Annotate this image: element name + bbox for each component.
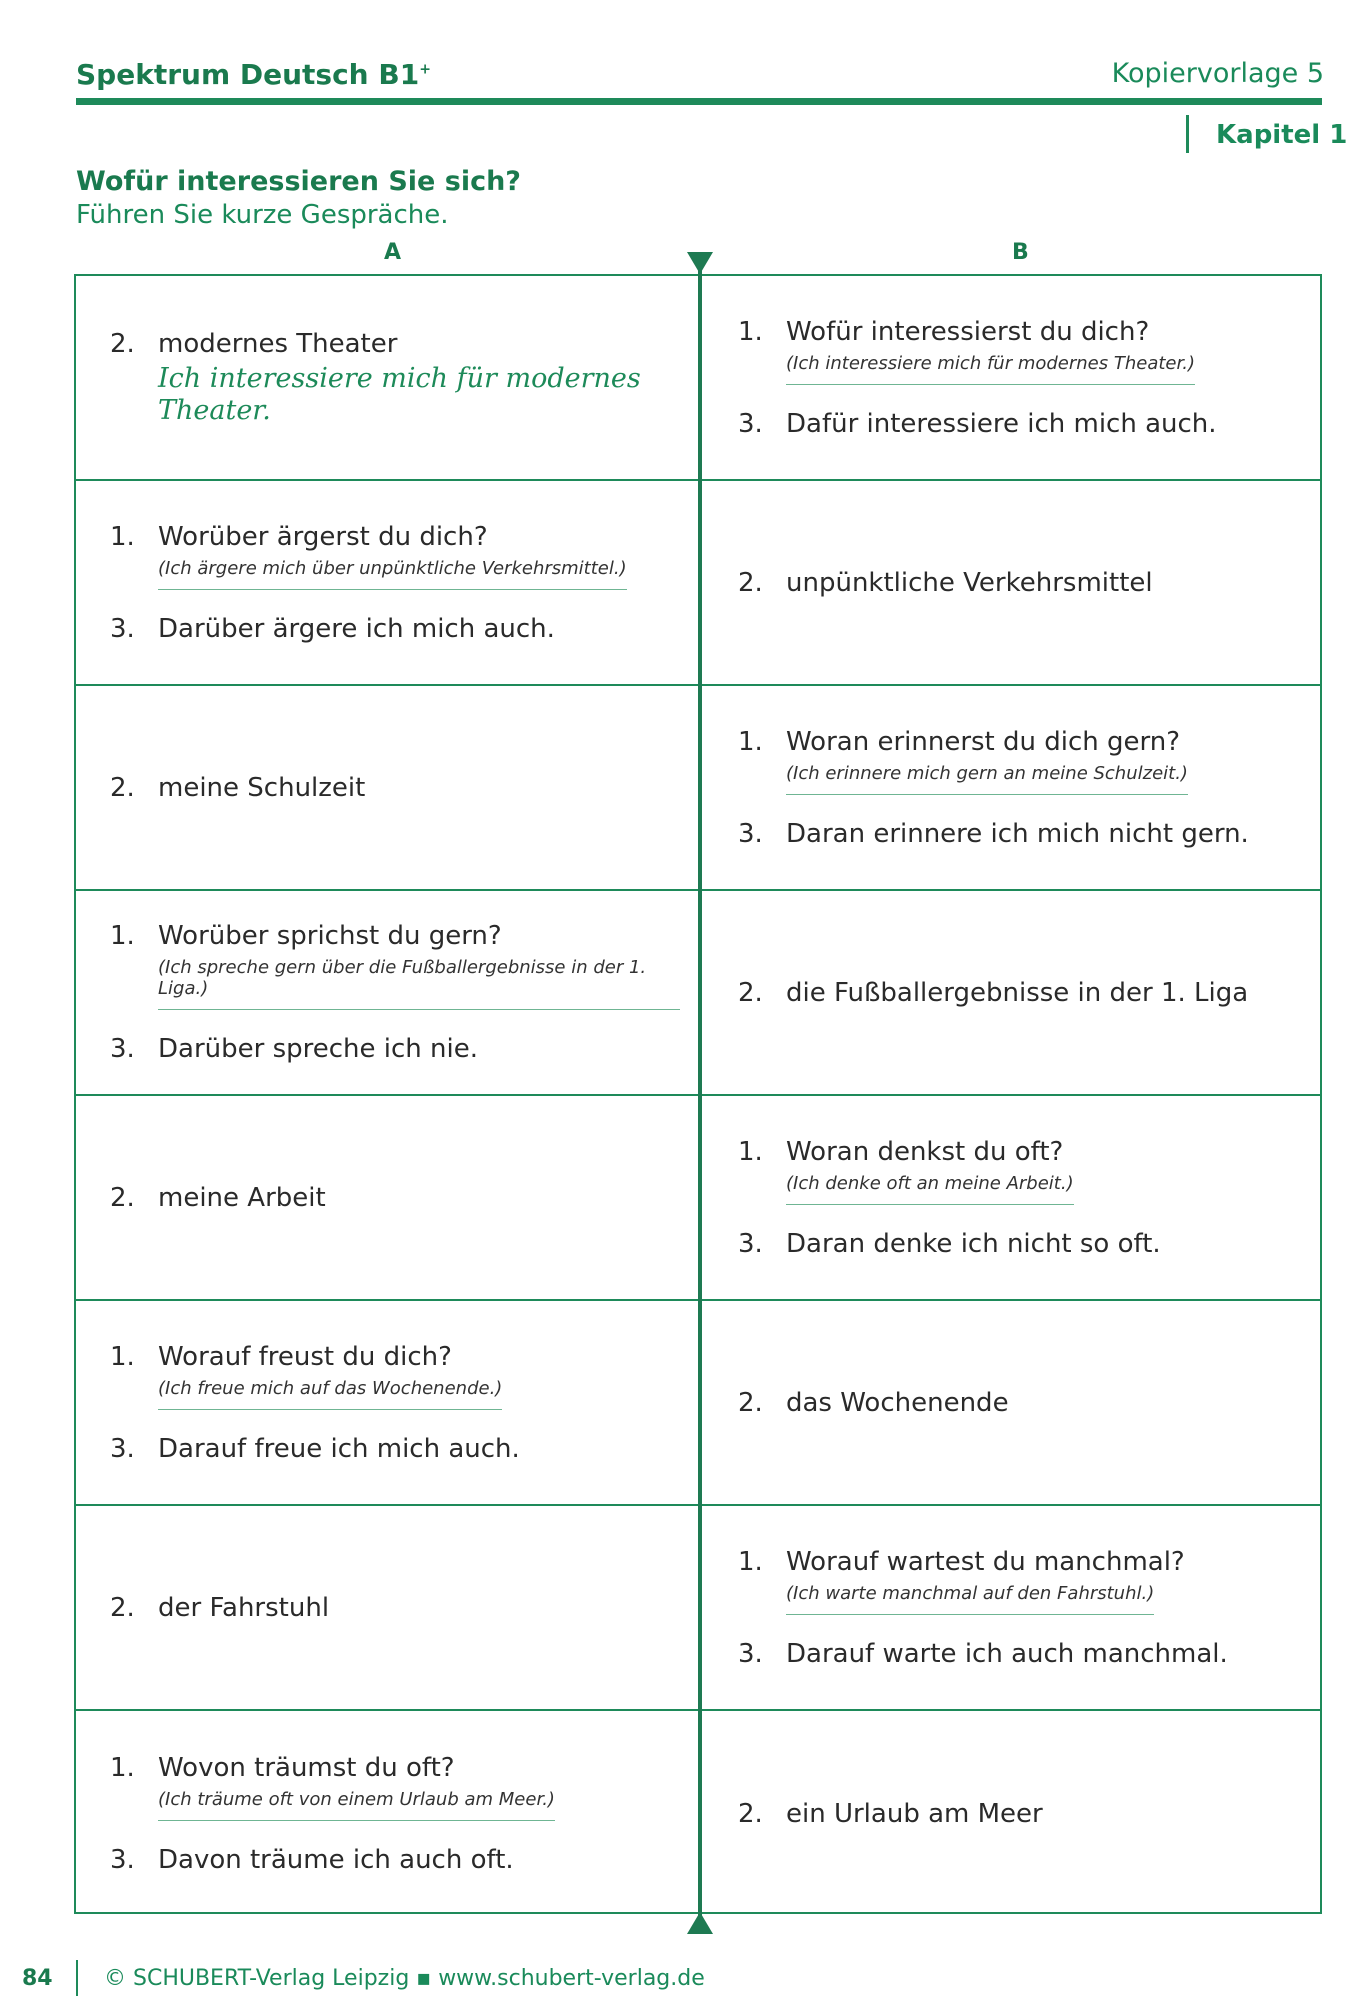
- topic-text: modernes Theater: [158, 329, 398, 360]
- question-text: Worauf wartest du manchmal?: [786, 1546, 1185, 1577]
- publisher-line: © SCHUBERT-Verlag Leipzig ▪ www.schubert-verlag.de: [104, 1966, 705, 1991]
- item-number: 3.: [110, 1844, 135, 1875]
- reply-text: Daran erinnere ich mich nicht gern.: [786, 818, 1249, 849]
- question-line: [110, 1342, 680, 1372]
- book-title-superscript: +: [419, 61, 431, 78]
- question-text: Wovon träumst du oft?: [158, 1752, 455, 1783]
- chapter-label: Kapitel 1: [1216, 120, 1348, 150]
- item-number: 2.: [110, 772, 135, 803]
- task-title: Wofür interessieren Sie sich?: [76, 166, 521, 197]
- item-number: 3.: [110, 1034, 135, 1064]
- topic-text: unpünktliche Verkehrsmittel: [786, 567, 1153, 598]
- cell-b: [702, 686, 1322, 889]
- item-number: 1.: [738, 1546, 763, 1577]
- question-text: Worauf freust du dich?: [158, 1341, 452, 1372]
- question-line: [738, 727, 1302, 757]
- reply-text: Darauf warte ich auch manchmal.: [786, 1638, 1228, 1669]
- reply-text: Dafür interessiere ich mich auch.: [786, 408, 1217, 439]
- question-line: [110, 921, 680, 951]
- cell-a: [76, 686, 700, 889]
- cell-a: [76, 891, 700, 1094]
- item-number: 2.: [110, 1182, 135, 1213]
- answer-hint: (Ich spreche gern über die Fußballergebnisse in der 1. Liga.): [158, 957, 680, 1010]
- item-number: 1.: [110, 921, 135, 951]
- cut-line-bottom-arrow-icon: [687, 1912, 713, 1934]
- question-text: Woran erinnerst du dich gern?: [786, 726, 1181, 757]
- answer-hint: (Ich ärgere mich über unpünktliche Verkehrsmittel.): [158, 558, 627, 590]
- cell-b: [702, 891, 1322, 1094]
- header-rule: [76, 98, 1322, 105]
- reply-line: [110, 1434, 680, 1464]
- item-number: 3.: [738, 818, 763, 849]
- item-number: 1.: [738, 316, 763, 347]
- column-a-label: A: [384, 240, 402, 265]
- item-number: 3.: [738, 1638, 763, 1669]
- item-number: 1.: [110, 1752, 135, 1783]
- answer-hint: (Ich erinnere mich gern an meine Schulzeit.): [786, 763, 1188, 795]
- footer-divider: [76, 1960, 78, 1996]
- item-number: 2.: [738, 1387, 763, 1418]
- cell-a: [76, 481, 700, 684]
- topic-line: [738, 978, 1302, 1008]
- topic-text: das Wochenende: [786, 1387, 1009, 1418]
- topic-text: die Fußballergebnisse in der 1. Liga: [786, 977, 1249, 1008]
- item-number: 2.: [110, 329, 135, 360]
- cell-a: [76, 1096, 700, 1299]
- item-number: 2.: [738, 567, 763, 598]
- cell-b: [702, 1096, 1322, 1299]
- copy-template-label: Kopiervorlage 5: [1111, 58, 1324, 89]
- task-subtitle: Führen Sie kurze Gespräche.: [76, 200, 449, 230]
- reply-line: [110, 1845, 680, 1875]
- topic-line: [110, 773, 680, 803]
- question-text: Worüber ärgerst du dich?: [158, 521, 488, 552]
- reply-text: Darüber spreche ich nie.: [158, 1034, 478, 1064]
- answer-hint: (Ich interessiere mich für modernes Theater.): [786, 353, 1195, 385]
- question-text: Wofür interessierst du dich?: [786, 316, 1150, 347]
- question-line: [738, 317, 1302, 347]
- cell-a: [76, 1301, 700, 1504]
- answer-hint: (Ich denke oft an meine Arbeit.): [786, 1173, 1074, 1205]
- reply-text: Davon träume ich auch oft.: [158, 1844, 514, 1875]
- cell-b: [702, 481, 1322, 684]
- cut-line-top-arrow-icon: [687, 252, 713, 274]
- reply-line: [738, 409, 1302, 439]
- reply-text: Daran denke ich nicht so oft.: [786, 1228, 1161, 1259]
- book-title: Spektrum Deutsch B1+: [76, 58, 431, 91]
- reply-text: Darauf freue ich mich auch.: [158, 1433, 520, 1464]
- topic-line: [110, 329, 680, 359]
- cell-b: [702, 1711, 1322, 1916]
- question-line: [110, 522, 680, 552]
- reply-line: [110, 614, 680, 644]
- item-number: 3.: [110, 613, 135, 644]
- item-number: 2.: [738, 1798, 763, 1829]
- item-number: 3.: [110, 1433, 135, 1464]
- cell-a: [76, 276, 700, 479]
- item-number: 1.: [110, 1341, 135, 1372]
- topic-text: meine Schulzeit: [158, 772, 366, 803]
- reply-line: [738, 819, 1302, 849]
- topic-text: der Fahrstuhl: [158, 1592, 330, 1623]
- question-text: Woran denkst du oft?: [786, 1136, 1064, 1167]
- topic-line: [738, 568, 1302, 598]
- question-line: [738, 1137, 1302, 1167]
- item-number: 1.: [738, 726, 763, 757]
- column-b-label: B: [1012, 240, 1029, 265]
- cell-b: [702, 1301, 1322, 1504]
- item-number: 1.: [110, 521, 135, 552]
- topic-line: [738, 1799, 1302, 1829]
- cell-a: [76, 1506, 700, 1709]
- topic-text: ein Urlaub am Meer: [786, 1798, 1043, 1829]
- answer-hint: (Ich freue mich auf das Wochenende.): [158, 1378, 502, 1410]
- chapter-divider: [1186, 115, 1189, 153]
- cut-line: [698, 256, 702, 1922]
- question-line: [110, 1753, 680, 1783]
- question-text: Worüber sprichst du gern?: [158, 921, 502, 951]
- topic-line: [110, 1593, 680, 1623]
- reply-line: [110, 1034, 680, 1064]
- item-number: 2.: [738, 977, 763, 1008]
- cell-a: [76, 1711, 700, 1916]
- reply-line: [738, 1229, 1302, 1259]
- reply-text: Darüber ärgere ich mich auch.: [158, 613, 555, 644]
- topic-text: meine Arbeit: [158, 1182, 326, 1213]
- item-number: 3.: [738, 408, 763, 439]
- question-line: [738, 1547, 1302, 1577]
- item-number: 3.: [738, 1228, 763, 1259]
- item-number: 1.: [738, 1136, 763, 1167]
- cell-b: [702, 1506, 1322, 1709]
- handwritten-example-answer: Ich interessiere mich für modernes Theater.: [158, 363, 641, 426]
- answer-hint: (Ich warte manchmal auf den Fahrstuhl.): [786, 1583, 1154, 1615]
- page-number: 84: [22, 1966, 53, 1991]
- answer-hint: (Ich träume oft von einem Urlaub am Meer.): [158, 1789, 555, 1821]
- item-number: 2.: [110, 1592, 135, 1623]
- topic-line: [738, 1388, 1302, 1418]
- topic-line: [110, 1183, 680, 1213]
- cell-b: [702, 276, 1322, 479]
- reply-line: [738, 1639, 1302, 1669]
